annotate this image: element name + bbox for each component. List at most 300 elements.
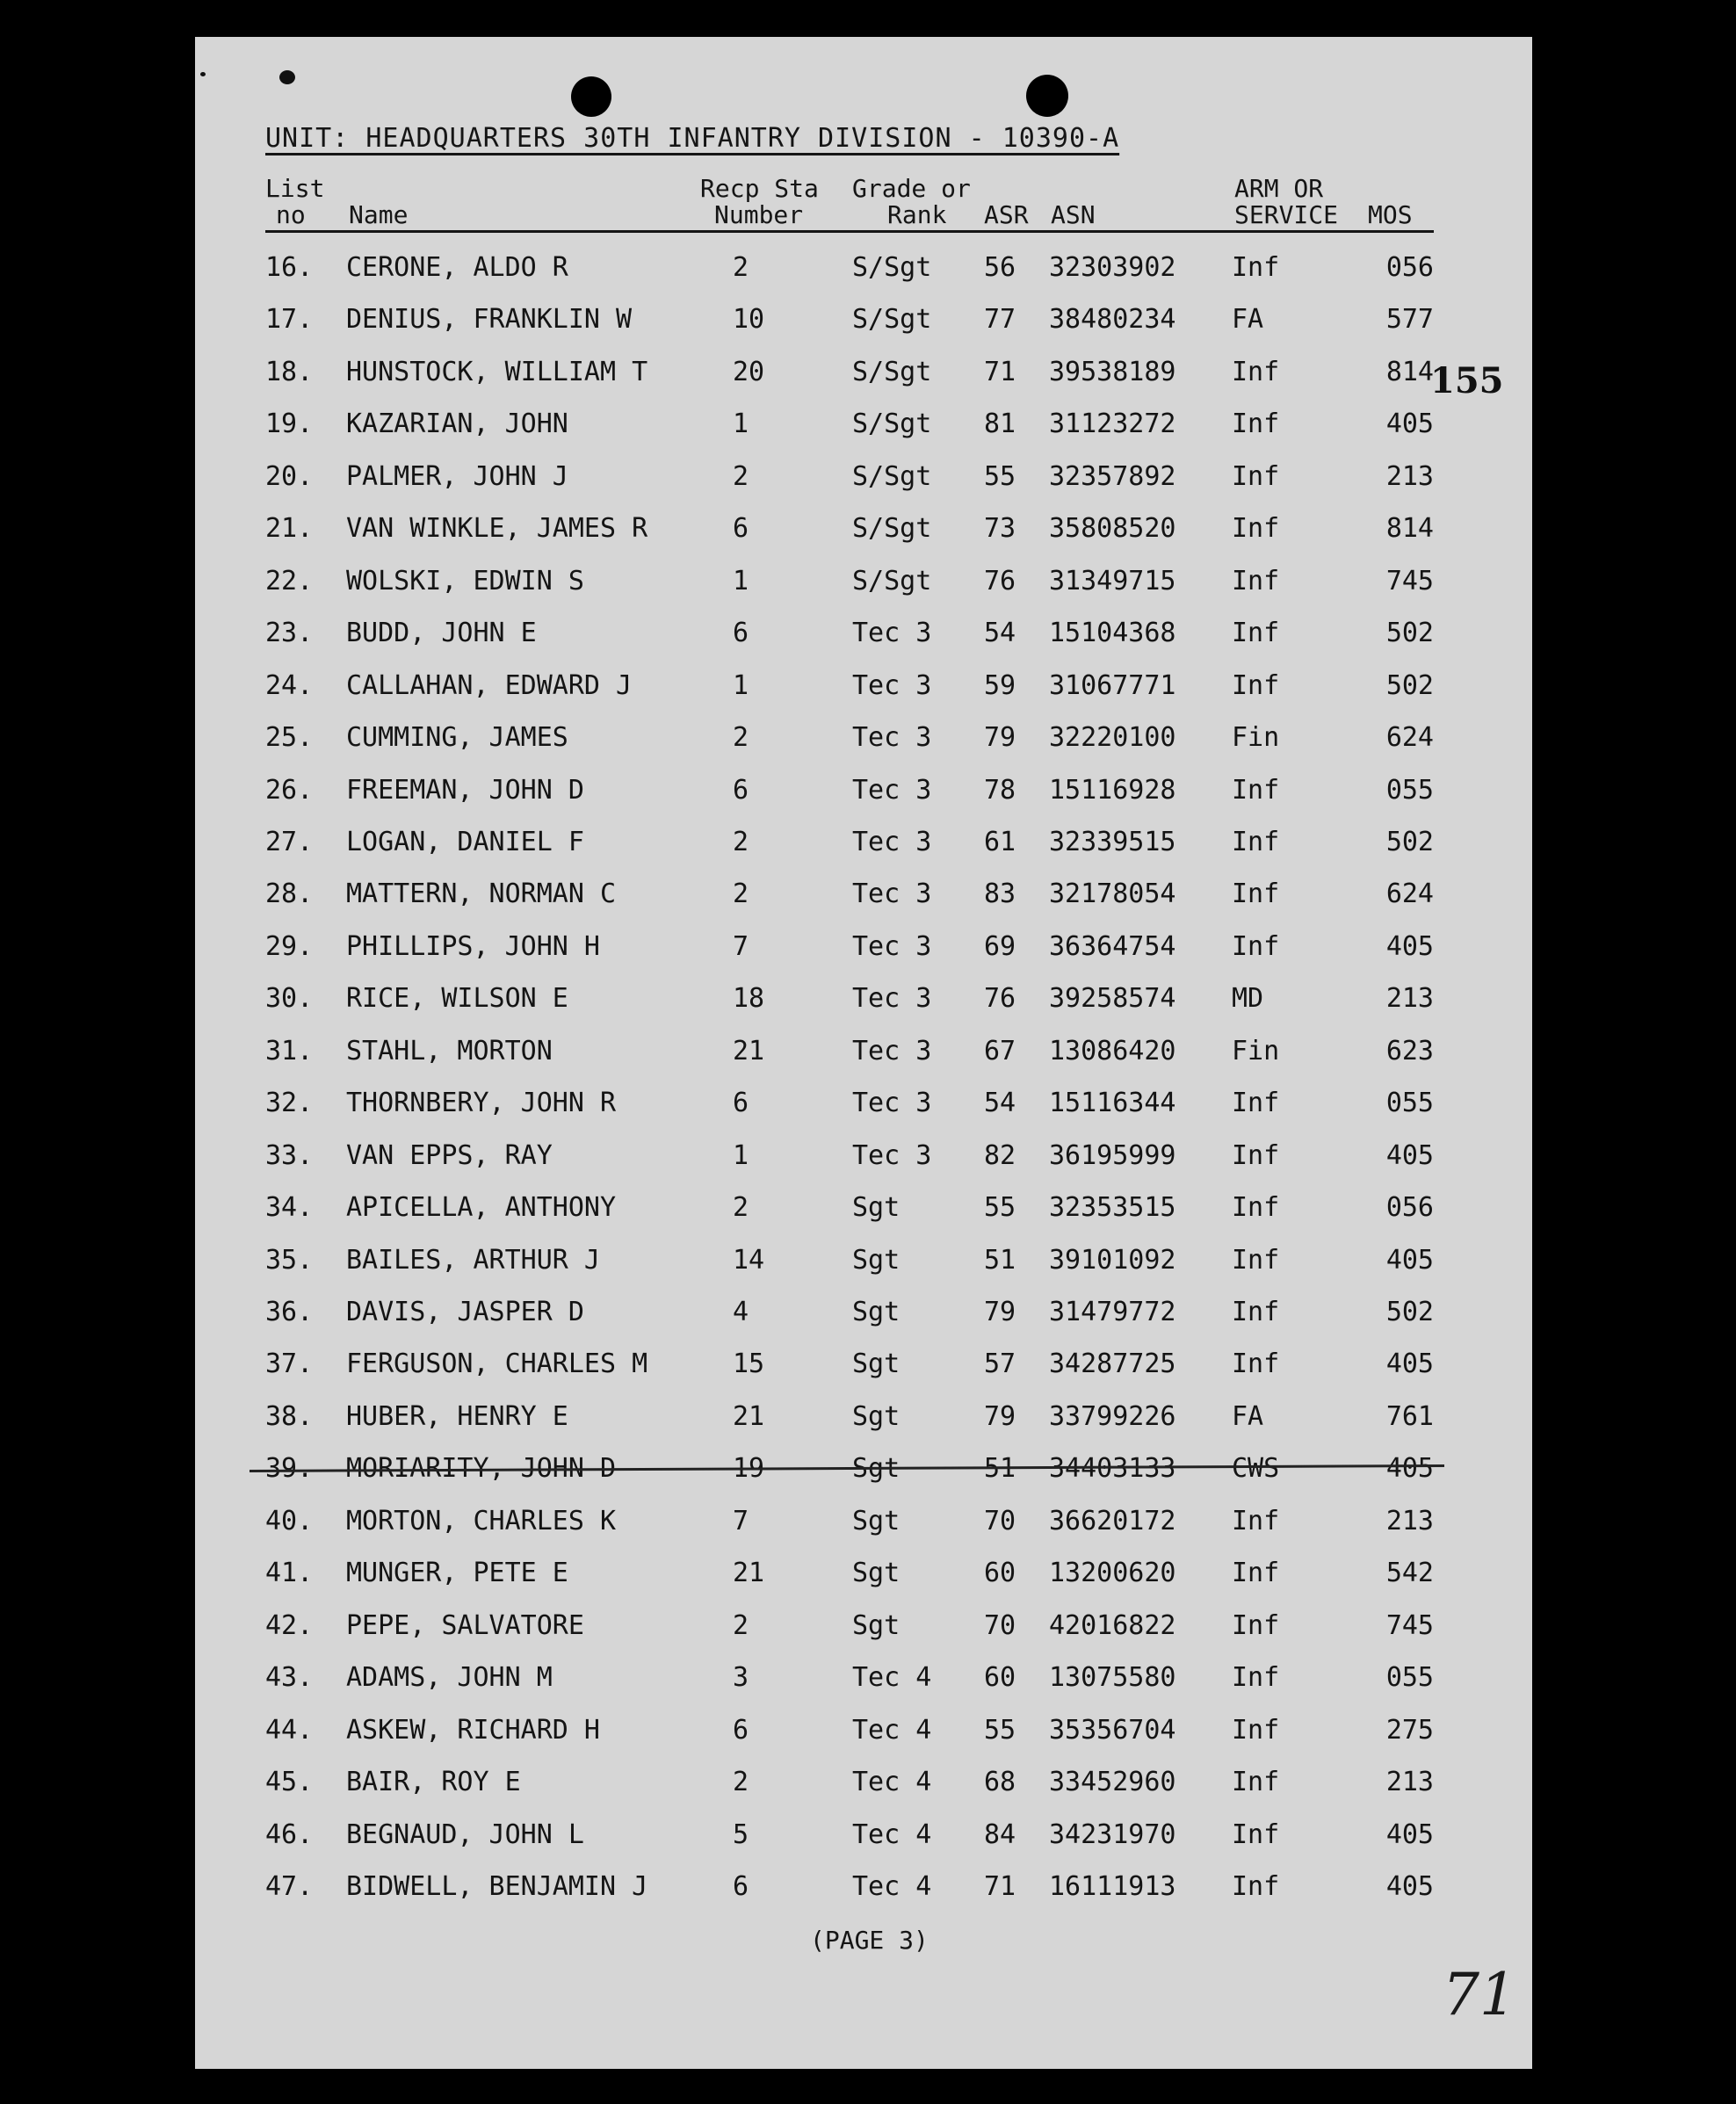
table-row [195,1506,1532,1558]
cell-list-no: 26. [265,774,314,806]
cell-mos: 623 [1385,1035,1434,1066]
cell-list-no: 41. [265,1558,314,1589]
cell-grade: S/Sgt [852,460,932,492]
table-row [195,566,1532,618]
cell-arm-service: Inf [1232,409,1280,440]
table-row [195,461,1532,514]
cell-asr: 79 [984,1400,1016,1432]
cell-recp-sta: 14 [733,1244,765,1276]
cell-recp-sta: 6 [733,1088,749,1119]
cell-mos: 542 [1385,1558,1434,1589]
cell-asr: 59 [984,669,1016,701]
cell-name: RICE, WILSON E [346,983,568,1015]
cell-arm-service: FA [1232,304,1264,336]
cell-grade: S/Sgt [852,513,932,545]
cell-asr: 73 [984,513,1016,545]
cell-mos: 405 [1385,1453,1434,1485]
table-row [195,722,1532,775]
table-row [195,1871,1532,1924]
cell-asn: 38480234 [1049,304,1176,336]
cell-mos: 405 [1385,1139,1434,1171]
cell-list-no: 35. [265,1244,314,1276]
cell-recp-sta: 2 [733,1767,749,1798]
table-row [195,1662,1532,1715]
cell-name: FREEMAN, JOHN D [346,774,584,806]
cell-name: BAIR, ROY E [346,1767,521,1798]
cell-asr: 82 [984,1139,1016,1171]
cell-arm-service: Fin [1232,722,1280,754]
cell-asr: 55 [984,460,1016,492]
cell-mos: 745 [1385,565,1434,596]
table-row [195,357,1532,409]
punch-hole-right [1026,75,1068,117]
cell-recp-sta: 20 [733,356,765,387]
cell-arm-service: Inf [1232,1558,1280,1589]
unit-title: UNIT: HEADQUARTERS 30TH INFANTRY DIVISION - 10390-A [265,123,1120,154]
cell-recp-sta: 7 [733,1505,749,1536]
cell-recp-sta: 3 [733,1662,749,1694]
cell-recp-sta: 2 [733,1609,749,1641]
cell-mos: 502 [1385,669,1434,701]
cell-recp-sta: 1 [733,409,749,440]
cell-list-no: 29. [265,930,314,962]
cell-grade: Tec 4 [852,1870,932,1902]
cell-name: BUDD, JOHN E [346,618,537,649]
table-row [195,1558,1532,1610]
cell-list-no: 21. [265,513,314,545]
cell-name: VAN EPPS, RAY [346,1139,553,1171]
cell-arm-service: Inf [1232,565,1280,596]
cell-asn: 15104368 [1049,618,1176,649]
cell-asn: 15116928 [1049,774,1176,806]
cell-asn: 33799226 [1049,1400,1176,1432]
cell-asr: 83 [984,878,1016,910]
table-row [195,304,1532,357]
cell-name: ASKEW, RICHARD H [346,1714,600,1746]
cell-name: HUBER, HENRY E [346,1400,568,1432]
cell-name: BAILES, ARTHUR J [346,1244,600,1276]
cell-list-no: 46. [265,1818,314,1850]
cell-asr: 57 [984,1348,1016,1380]
cell-mos: 577 [1385,304,1434,336]
header-asn: ASN [1051,200,1096,229]
cell-grade: S/Sgt [852,409,932,440]
cell-grade: Tec 3 [852,669,932,701]
cell-name: CALLAHAN, EDWARD J [346,669,633,701]
page-label: (PAGE 3) [810,1926,929,1955]
cell-grade: Sgt [852,1558,901,1589]
cell-recp-sta: 21 [733,1400,765,1432]
cell-grade: Tec 4 [852,1818,932,1850]
cell-name: BEGNAUD, JOHN L [346,1818,584,1850]
cell-mos: 814 [1385,513,1434,545]
cell-name: PEPE, SALVATORE [346,1609,584,1641]
cell-asn: 36620172 [1049,1505,1176,1536]
cell-arm-service: Inf [1232,1505,1280,1536]
cell-name: LOGAN, DANIEL F [346,826,584,857]
cell-arm-service: Inf [1232,1662,1280,1694]
cell-grade: Tec 4 [852,1714,932,1746]
cell-grade: Sgt [852,1348,901,1380]
cell-asr: 60 [984,1662,1016,1694]
cell-list-no: 31. [265,1035,314,1066]
cell-arm-service: Inf [1232,1297,1280,1327]
cell-recp-sta: 18 [733,983,765,1015]
cell-recp-sta: 5 [733,1818,749,1850]
cell-asr: 71 [984,1870,1016,1902]
cell-grade: Tec 3 [852,826,932,857]
cell-asn: 32178054 [1049,878,1176,910]
cell-mos: 055 [1385,1662,1434,1694]
header-rule [265,230,1434,233]
table-row [195,1715,1532,1768]
cell-mos: 405 [1385,1348,1434,1380]
cell-recp-sta: 6 [733,618,749,649]
cell-arm-service: Inf [1232,669,1280,701]
cell-asr: 76 [984,983,1016,1015]
cell-name: MORIARITY, JOHN D [346,1453,617,1485]
cell-mos: 405 [1385,409,1434,440]
cell-asn: 36364754 [1049,930,1176,962]
table-row [195,513,1532,566]
cell-asn: 32339515 [1049,826,1176,857]
cell-recp-sta: 21 [733,1035,765,1066]
cell-list-no: 42. [265,1609,314,1641]
cell-grade: Tec 3 [852,930,932,962]
cell-grade: Sgt [852,1297,901,1327]
cell-asr: 61 [984,826,1016,857]
cell-arm-service: Inf [1232,1609,1280,1641]
table-row [195,409,1532,461]
cell-arm-service: Inf [1232,1818,1280,1850]
cell-grade: Tec 3 [852,722,932,754]
cell-name: DAVIS, JASPER D [346,1297,584,1327]
cell-mos: 055 [1385,1088,1434,1119]
ink-speck [279,70,295,84]
cell-grade: Sgt [852,1192,901,1224]
cell-list-no: 37. [265,1348,314,1380]
cell-arm-service: FA [1232,1400,1264,1432]
cell-arm-service: Inf [1232,878,1280,910]
handwritten-number: 71 [1443,1961,1516,2028]
cell-recp-sta: 15 [733,1348,765,1380]
cell-list-no: 39. [265,1453,314,1485]
cell-recp-sta: 4 [733,1297,749,1327]
table-row [195,1767,1532,1819]
table-row [195,775,1532,828]
cell-mos: 502 [1385,1297,1434,1327]
cell-asn: 35356704 [1049,1714,1176,1746]
cell-arm-service: Inf [1232,1244,1280,1276]
cell-recp-sta: 6 [733,1714,749,1746]
cell-name: VAN WINKLE, JAMES R [346,513,648,545]
cell-arm-service: Inf [1232,774,1280,806]
header-grade: Grade or Rank [852,174,971,229]
cell-arm-service: Inf [1232,826,1280,857]
cell-asr: 67 [984,1035,1016,1066]
cell-asr: 79 [984,1297,1016,1327]
cell-mos: 502 [1385,826,1434,857]
cell-name: APICELLA, ANTHONY [346,1192,617,1224]
cell-grade: Sgt [852,1505,901,1536]
cell-asn: 39101092 [1049,1244,1176,1276]
cell-name: THORNBERY, JOHN R [346,1088,617,1119]
cell-recp-sta: 6 [733,513,749,545]
table-row [195,1088,1532,1140]
cell-recp-sta: 1 [733,669,749,701]
cell-name: ADAMS, JOHN M [346,1662,553,1694]
cell-asr: 76 [984,565,1016,596]
cell-asr: 68 [984,1767,1016,1798]
cell-list-no: 19. [265,409,314,440]
cell-asn: 35808520 [1049,513,1176,545]
cell-name: PHILLIPS, JOHN H [346,930,600,962]
cell-list-no: 38. [265,1400,314,1432]
cell-name: KAZARIAN, JOHN [346,409,568,440]
table-row [195,1819,1532,1872]
cell-mos: 624 [1385,878,1434,910]
cell-asr: 81 [984,409,1016,440]
cell-recp-sta: 6 [733,774,749,806]
cell-arm-service: Inf [1232,930,1280,962]
cell-asn: 39538189 [1049,356,1176,387]
cell-asn: 32353515 [1049,1192,1176,1224]
cell-grade: Tec 4 [852,1767,932,1798]
cell-list-no: 17. [265,304,314,336]
header-mos: MOS [1368,200,1413,229]
cell-list-no: 18. [265,356,314,387]
cell-grade: S/Sgt [852,356,932,387]
cell-asn: 32303902 [1049,252,1176,283]
cell-name: CUMMING, JAMES [346,722,568,754]
cell-recp-sta: 19 [733,1453,765,1485]
cell-arm-service: Inf [1232,1767,1280,1798]
cell-grade: Tec 3 [852,1139,932,1171]
cell-list-no: 20. [265,460,314,492]
cell-asn: 31479772 [1049,1297,1176,1327]
cell-arm-service: Inf [1232,1714,1280,1746]
cell-asn: 42016822 [1049,1609,1176,1641]
table-row [195,252,1532,305]
cell-asr: 71 [984,356,1016,387]
cell-list-no: 22. [265,565,314,596]
table-row [195,1245,1532,1298]
cell-asr: 51 [984,1244,1016,1276]
cell-asr: 70 [984,1609,1016,1641]
cell-asn: 34403133 [1049,1453,1176,1485]
cell-asn: 32220100 [1049,722,1176,754]
cell-recp-sta: 1 [733,1139,749,1171]
cell-arm-service: MD [1232,983,1264,1015]
cell-grade: Sgt [852,1609,901,1641]
cell-arm-service: Inf [1232,356,1280,387]
cell-recp-sta: 2 [733,826,749,857]
cell-arm-service: Inf [1232,1088,1280,1119]
cell-arm-service: Inf [1232,460,1280,492]
ink-speck [200,72,206,76]
stamp-number: 155 [1430,360,1504,401]
cell-list-no: 43. [265,1662,314,1694]
cell-asn: 33452960 [1049,1767,1176,1798]
cell-asr: 79 [984,722,1016,754]
cell-asn: 13075580 [1049,1662,1176,1694]
punch-hole-left [571,76,611,117]
cell-asn: 36195999 [1049,1139,1176,1171]
cell-asr: 60 [984,1558,1016,1589]
cell-mos: 624 [1385,722,1434,754]
table-row [195,983,1532,1036]
cell-arm-service: CWS [1232,1453,1280,1485]
cell-recp-sta: 6 [733,1870,749,1902]
cell-name: DENIUS, FRANKLIN W [346,304,633,336]
cell-asr: 55 [984,1714,1016,1746]
cell-mos: 405 [1385,1244,1434,1276]
cell-grade: Sgt [852,1400,901,1432]
cell-mos: 213 [1385,460,1434,492]
cell-list-no: 25. [265,722,314,754]
cell-asn: 34287725 [1049,1348,1176,1380]
cell-mos: 056 [1385,1192,1434,1224]
cell-grade: Tec 3 [852,1088,932,1119]
table-row [195,1297,1532,1349]
cell-arm-service: Inf [1232,1348,1280,1380]
cell-recp-sta: 2 [733,722,749,754]
cell-asr: 55 [984,1192,1016,1224]
cell-asn: 15116344 [1049,1088,1176,1119]
cell-asr: 54 [984,618,1016,649]
table-row [195,827,1532,879]
cell-list-no: 40. [265,1505,314,1536]
cell-arm-service: Inf [1232,1870,1280,1902]
cell-asn: 13086420 [1049,1035,1176,1066]
cell-asr: 84 [984,1818,1016,1850]
cell-grade: Tec 4 [852,1662,932,1694]
table-row [195,878,1532,931]
cell-recp-sta: 2 [733,460,749,492]
cell-name: PALMER, JOHN J [346,460,568,492]
cell-name: MUNGER, PETE E [346,1558,568,1589]
cell-recp-sta: 2 [733,252,749,283]
cell-mos: 761 [1385,1400,1434,1432]
cell-grade: S/Sgt [852,565,932,596]
cell-asn: 13200620 [1049,1558,1176,1589]
cell-mos: 814 [1385,356,1434,387]
document-page [195,37,1532,2069]
cell-list-no: 28. [265,878,314,910]
table-row [195,1401,1532,1454]
cell-arm-service: Inf [1232,1192,1280,1224]
cell-asn: 32357892 [1049,460,1176,492]
cell-asn: 31067771 [1049,669,1176,701]
cell-asn: 31123272 [1049,409,1176,440]
cell-asr: 78 [984,774,1016,806]
cell-recp-sta: 2 [733,1192,749,1224]
cell-asr: 77 [984,304,1016,336]
cell-grade: Tec 3 [852,983,932,1015]
table-row [195,1610,1532,1663]
cell-list-no: 34. [265,1192,314,1224]
cell-grade: Tec 3 [852,878,932,910]
cell-name: HUNSTOCK, WILLIAM T [346,356,648,387]
cell-recp-sta: 10 [733,304,765,336]
cell-list-no: 36. [265,1297,314,1327]
cell-mos: 405 [1385,1818,1434,1850]
cell-asn: 39258574 [1049,983,1176,1015]
cell-mos: 405 [1385,930,1434,962]
cell-list-no: 47. [265,1870,314,1902]
cell-recp-sta: 21 [733,1558,765,1589]
cell-name: WOLSKI, EDWIN S [346,565,584,596]
cell-mos: 502 [1385,618,1434,649]
header-recp-sta: Recp Sta Number [700,174,819,229]
cell-asr: 70 [984,1505,1016,1536]
table-row [195,1192,1532,1245]
cell-name: BIDWELL, BENJAMIN J [346,1870,648,1902]
header-asr: ASR [984,200,1029,229]
cell-mos: 213 [1385,1505,1434,1536]
cell-mos: 213 [1385,1767,1434,1798]
cell-arm-service: Inf [1232,618,1280,649]
table-row [195,618,1532,670]
header-list-no: List no [265,174,325,229]
cell-recp-sta: 1 [733,565,749,596]
cell-list-no: 45. [265,1767,314,1798]
cell-mos: 055 [1385,774,1434,806]
table-row [195,931,1532,984]
table-row [195,1348,1532,1401]
cell-name: MATTERN, NORMAN C [346,878,617,910]
cell-mos: 056 [1385,252,1434,283]
cell-asr: 69 [984,930,1016,962]
cell-list-no: 44. [265,1714,314,1746]
cell-grade: Tec 3 [852,618,932,649]
cell-name: FERGUSON, CHARLES M [346,1348,648,1380]
cell-asn: 34231970 [1049,1818,1176,1850]
cell-recp-sta: 2 [733,878,749,910]
cell-mos: 745 [1385,1609,1434,1641]
table-row [195,1036,1532,1088]
cell-asr: 56 [984,252,1016,283]
table-row [195,1140,1532,1193]
cell-mos: 405 [1385,1870,1434,1902]
cell-recp-sta: 7 [733,930,749,962]
cell-grade: Sgt [852,1244,901,1276]
header-name: Name [349,200,409,229]
table-row [195,670,1532,723]
cell-asr: 54 [984,1088,1016,1119]
cell-grade: Tec 3 [852,1035,932,1066]
cell-list-no: 24. [265,669,314,701]
cell-name: CERONE, ALDO R [346,252,568,283]
cell-name: STAHL, MORTON [346,1035,553,1066]
cell-list-no: 30. [265,983,314,1015]
cell-asn: 16111913 [1049,1870,1176,1902]
cell-list-no: 27. [265,826,314,857]
cell-list-no: 16. [265,252,314,283]
cell-mos: 213 [1385,983,1434,1015]
cell-asn: 31349715 [1049,565,1176,596]
cell-arm-service: Fin [1232,1035,1280,1066]
cell-grade: Sgt [852,1453,901,1485]
cell-list-no: 32. [265,1088,314,1119]
cell-arm-service: Inf [1232,1139,1280,1171]
cell-arm-service: Inf [1232,252,1280,283]
table-row [195,1453,1532,1506]
cell-list-no: 23. [265,618,314,649]
cell-asr: 51 [984,1453,1016,1485]
cell-grade: S/Sgt [852,304,932,336]
cell-list-no: 33. [265,1139,314,1171]
